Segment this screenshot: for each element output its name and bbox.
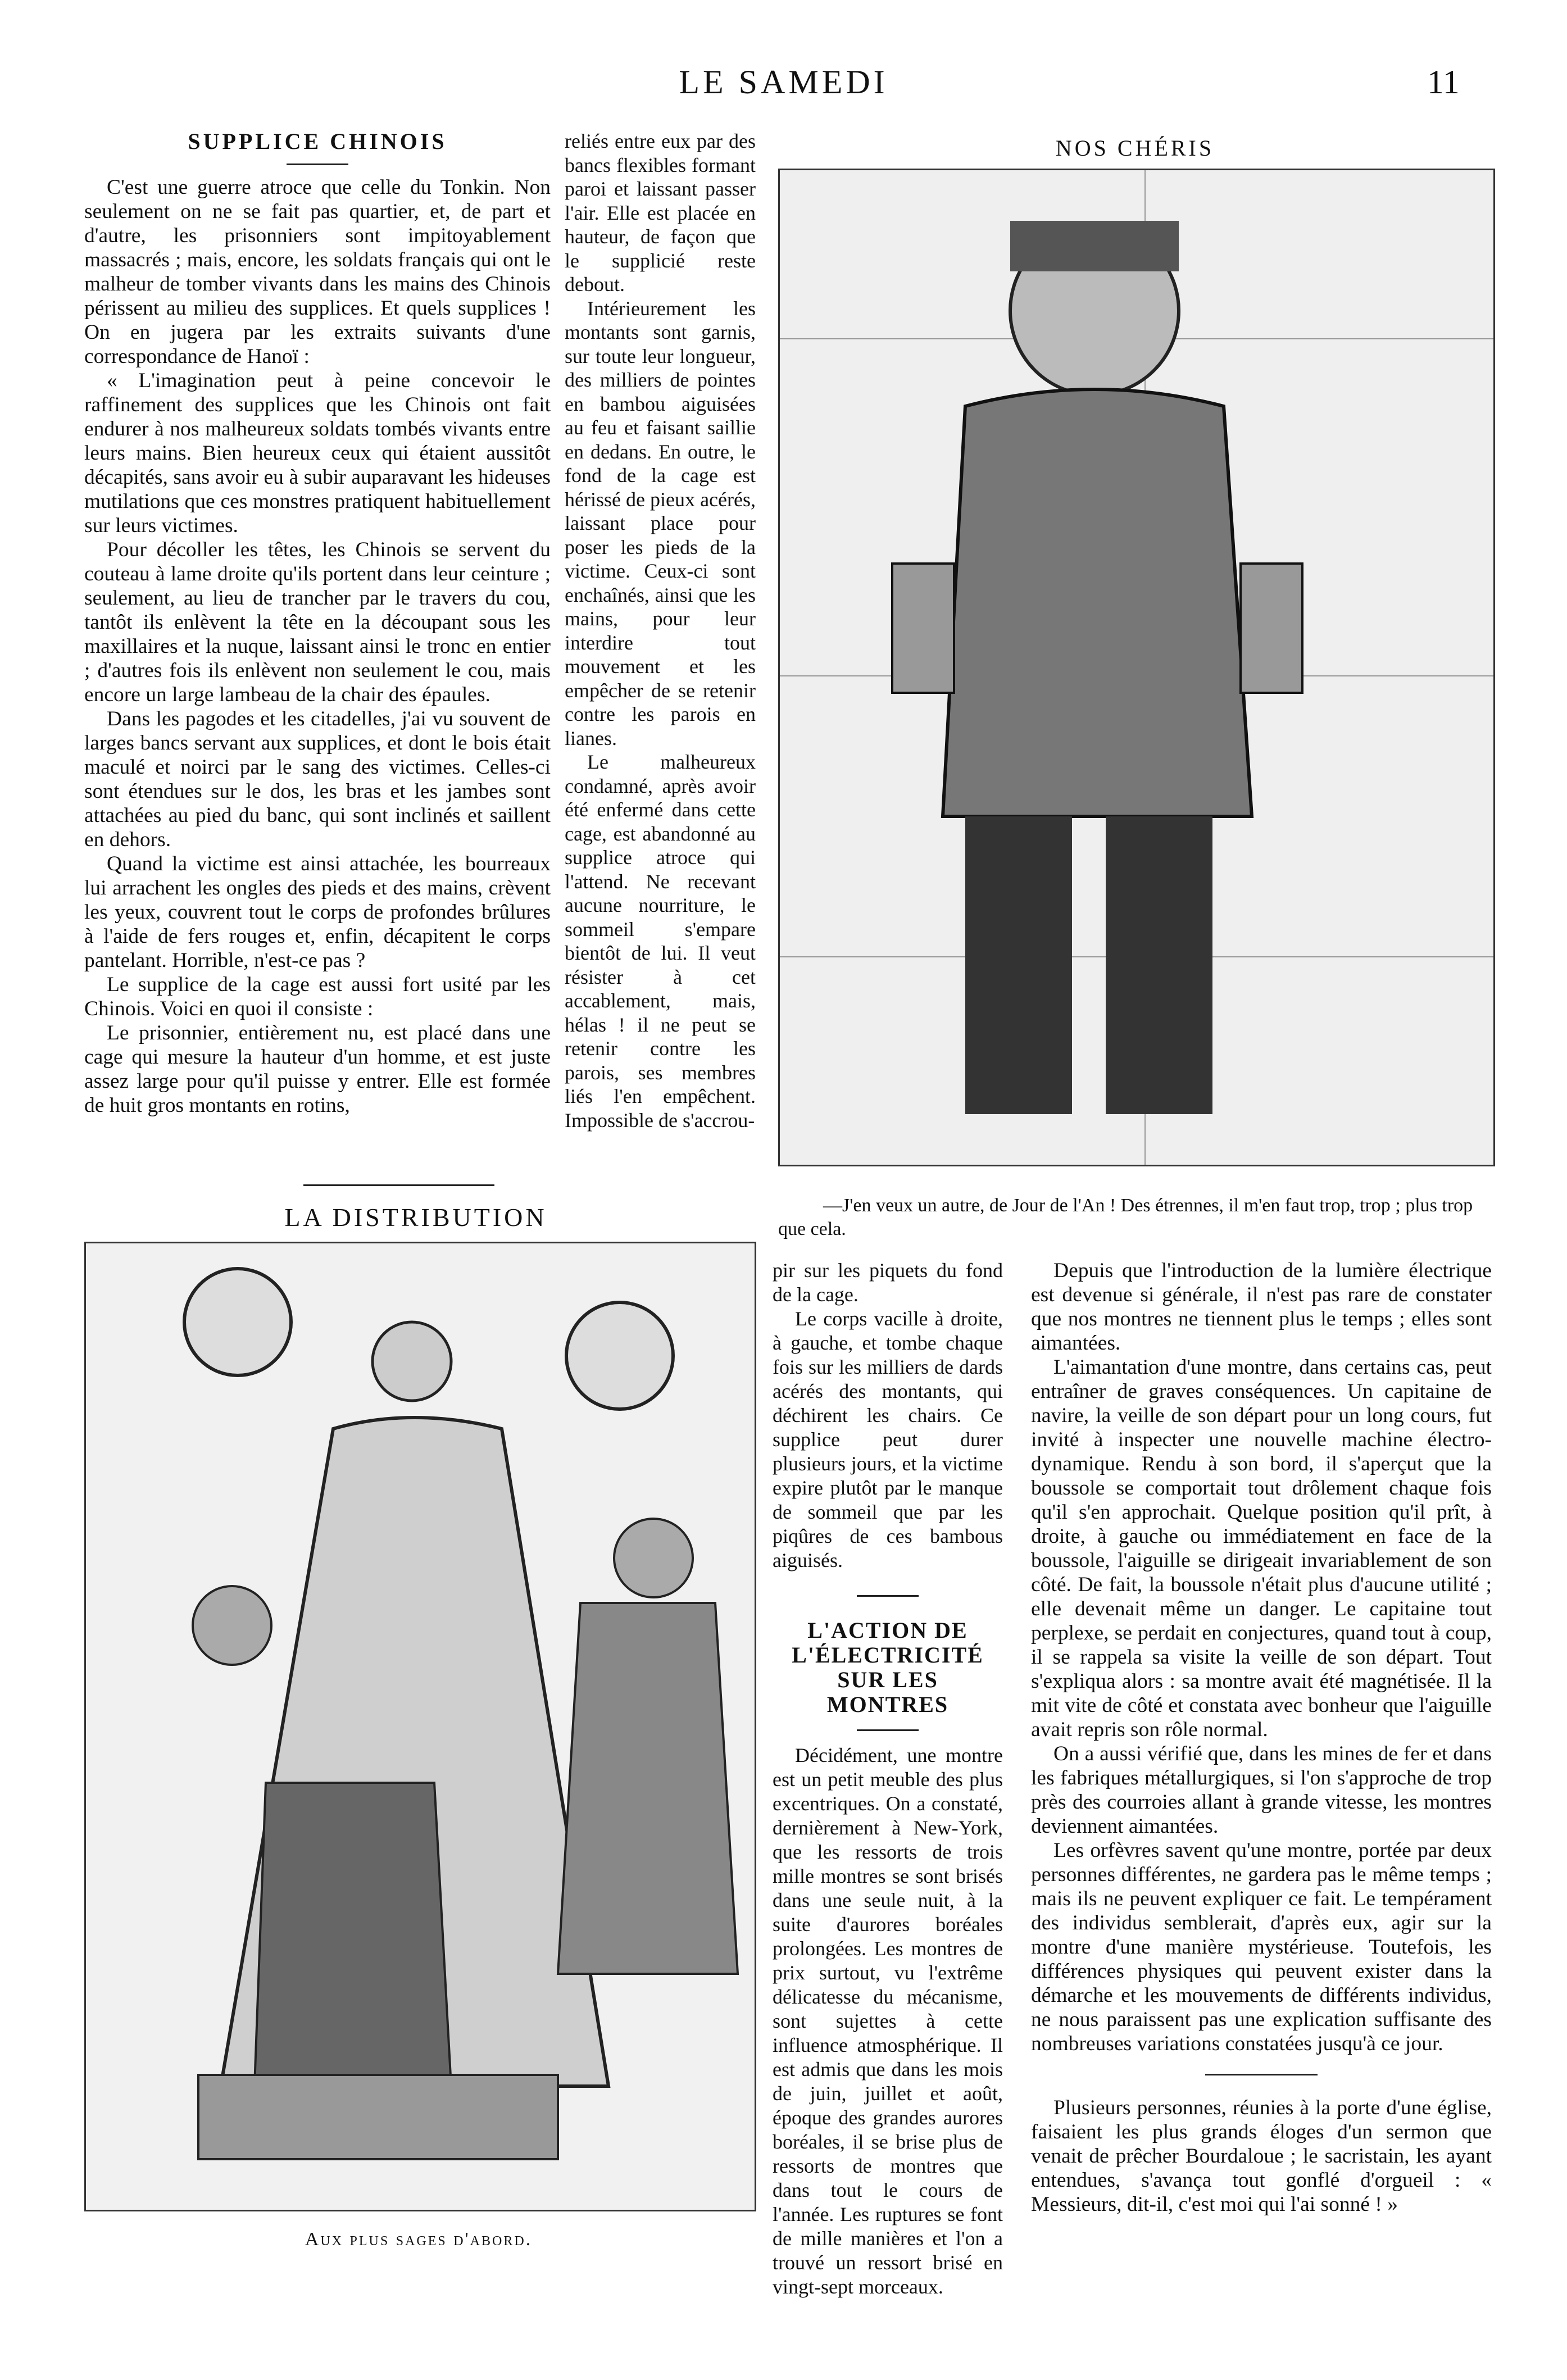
paragraph: pir sur les piquets du fond de la cage.	[773, 1259, 1003, 1306]
paragraph: On a aussi vérifié que, dans les mines de fer et dans les fabriques métallurgiques, si l'on s'approche de trop près des courroies allant à grande vitesse, les montres deviennent aimantées.	[1031, 1742, 1492, 1838]
page-number: 11	[1427, 63, 1460, 101]
title-rule	[287, 163, 348, 165]
supplice-title: SUPPLICE CHINOIS	[188, 129, 447, 154]
paragraph: Le malheureux condamné, après avoir été enfermé dans cette cage, est abandonné au supplice atroce qui l'attend. Ne recevant aucune nourriture, le sommeil s'empare bientôt de lui. Il veut résister à cet accablement, mais, hélas ! il ne peut se retenir contre les parois, ses membres liés l'en empêchent. Impossible de s'accrou-	[565, 751, 756, 1132]
column-4	[773, 1259, 1003, 2299]
paragraph: Le supplice de la cage est aussi fort usité par les Chinois. Voici en quoi il consiste :	[84, 973, 551, 1020]
nos-cheris-title: NOS CHÉRIS	[1055, 135, 1215, 161]
paragraph: L'aimantation d'une montre, dans certains cas, peut entraîner de graves conséquences. Un capitaine de navire, la veille de son départ pour un long cours, fut invité à inspecter une nouvelle machine électro-dynamique. Rendu à son bord, il s'aperçut que la boussole se comportait tout drôlement chaque fois qu'il s'en approchait. Quelque position qu'il prît, à droite, à gauche ou immédiatement en face de la boussole, l'aiguille se dirigeait invariablement de son côté. De fait, la boussole n'était plus d'aucune utilité ; elle devenait même un danger. Le capitaine tout perplexe, se perdait en conjectures, quand tout à coup, il se rappela sa visite la veille de son départ. Tout s'expliqua alors : sa montre avait été magnétisée. Il la mit vite de côté et constata avec bonheur que l'aiguille avait repris son rôle normal.	[1031, 1356, 1492, 1741]
paragraph: Pour décoller les têtes, les Chinois se servent du couteau à lame droite qu'ils portent dans leur ceinture ; seulement, au lieu de trancher par le travers du cou, tantôt ils enlèvent la tête en la découpant sous les maxillaires et la nuque, laissant ainsi le tronc en entier ; d'autres fois ils enlèvent non seulement le cou, mais encore un large lambeau de la chair des épaules.	[84, 538, 551, 706]
page-header-title: LE SAMEDI	[679, 63, 888, 101]
section-rule	[857, 1595, 919, 1597]
paragraph: Dans les pagodes et les citadelles, j'ai vu souvent de larges bancs servant aux supplices, et dont le bois était maculé et noirci par le sang des victimes. Celles-ci sont étendues sur le dos, les bras et les jambes sont attachées au pied du banc, qui sont inclinés et saillent en dehors.	[84, 707, 551, 851]
supplice-column-2	[565, 129, 756, 1132]
woman-with-tambourines-engraving	[86, 1243, 755, 2210]
distribution-caption: Aux plus sages d'abord.	[305, 2229, 533, 2250]
paragraph: Le corps vacille à droite, à gauche, et tombe chaque fois sur les milliers de dards acérés des montants, qui déchirent les chairs. Ce supplice peut durer plusieurs jours, et la victime expire plutôt par le manque de sommeil que par les piqûres de ces bambous aiguisés.	[773, 1307, 1003, 1571]
distribution-illustration	[84, 1242, 756, 2211]
paragraph: Intérieurement les montants sont garnis, sur toute leur longueur, des milliers de pointes en bambou aiguisées au feu et faisant saillie en dedans. En outre, le fond de la cage est hérissé de pieux acérés, laissant place pour poser les pieds de la victime. Ceux-ci sont enchaînés, ainsi que les mains, pour leur interdire tout mouvement et les empêcher de se retenir contre les parois en lianes.	[565, 297, 756, 750]
supplice-column-1	[84, 129, 551, 1118]
nos-cheris-illustration	[778, 169, 1495, 1166]
paragraph: Plusieurs personnes, réunies à la porte d'une église, faisaient les plus grands éloges d'un sermon que venait de prêcher Bourdaloue ; le sacristain, les ayant entendues, s'avança tout gonflé d'orgueil : « Messieurs, dit-il, c'est moi qui l'ai sonné ! »	[1031, 2096, 1492, 2216]
paragraph: « L'imagination peut à peine concevoir le raffinement des supplices que les Chinois ont fait endurer à nos malheureux soldats tombés vivants entre leurs mains. Bien heureux ceux qui étaient aussitôt décapités, sans avoir eu à subir auparavant les hideuses mutilations que ces monstres pratiquent habituellement sur leurs victimes.	[84, 369, 551, 537]
crying-boy-engraving	[780, 170, 1493, 1165]
paragraph: Le prisonnier, entièrement nu, est placé dans une cage qui mesure la hauteur d'un homme, et est juste assez large pour qu'il puisse y entrer. Elle est formée de huit gros montants en rotins,	[84, 1021, 551, 1117]
paragraph: reliés entre eux par des bancs flexibles formant paroi et laissant passer l'air. Elle est placée en hauteur, de façon que le supplicié reste debout.	[565, 130, 756, 296]
distribution-title: LA DISTRIBUTION	[284, 1203, 547, 1232]
paragraph: Décidément, une montre est un petit meuble des plus excentriques. On a constaté, dernièrement à New-York, que les ressorts de trois mille montres se sont brisés dans une seule nuit, à la suite d'aurores boréales prolongées. Les montres de prix surtout, vu l'extrême délicatesse du mécanisme, sont sujettes à cette influence atmosphérique. Il est admis que dans les mois de juin, juillet et août, époque des grandes aurores boréales, il se brise plus de ressorts de montres que dans tout le cours de l'année. Les ruptures se font de mille manières et l'on a trouvé un ressort brisé en vingt-sept morceaux.	[773, 1744, 1003, 2298]
electricite-title: L'ACTION DE L'ÉLECTRICITÉ SUR LES MONTRES	[792, 1618, 984, 1717]
column-5	[1031, 1259, 1492, 2217]
paragraph: Quand la victime est ainsi attachée, les bourreaux lui arrachent les ongles des pieds et des mains, crèvent les yeux, couvrent tout le corps de profondes brûlures à l'aide de fers rouges et, enfin, décapitent le corps pantelant. Horrible, n'est-ce pas ?	[84, 852, 551, 972]
title-rule	[857, 1729, 919, 1731]
section-rule	[1205, 2074, 1318, 2075]
paragraph: C'est une guerre atroce que celle du Tonkin. Non seulement on ne se fait pas quartier, et, de part et d'autre, les prisonniers sont impitoyablement massacrés ; mais, encore, les soldats français qui ont le malheur de tomber vivants dans les mains des Chinois périssent au milieu des supplices. Et quels supplices ! On en jugera par les extraits suivants d'une correspondance de Hanoï :	[84, 176, 551, 368]
paragraph: Les orfèvres savent qu'une montre, portée par deux personnes différentes, ne gardera pas le même temps ; mais ils ne peuvent expliquer ce fait. Le tempérament des individus semblerait, d'après eux, agir sur la montre d'une manière mystérieuse. Toutefois, les différences physiques qui peuvent exister dans la démarche et les mouvements de différents individus, ne nous paraissent pas une explication suffisante des nombreuses variations constatées jusqu'à ce jour.	[1031, 1839, 1492, 2055]
nos-cheris-caption: —J'en veux un autre, de Jour de l'An ! Des étrennes, il m'en faut trop, trop ; plus trop que cela.	[778, 1195, 1473, 1239]
section-rule	[303, 1184, 494, 1186]
paragraph: Depuis que l'introduction de la lumière électrique est devenue si générale, il n'est pas rare de constater que nos montres ne tiennent plus le temps ; elles sont aimantées.	[1031, 1259, 1492, 1355]
